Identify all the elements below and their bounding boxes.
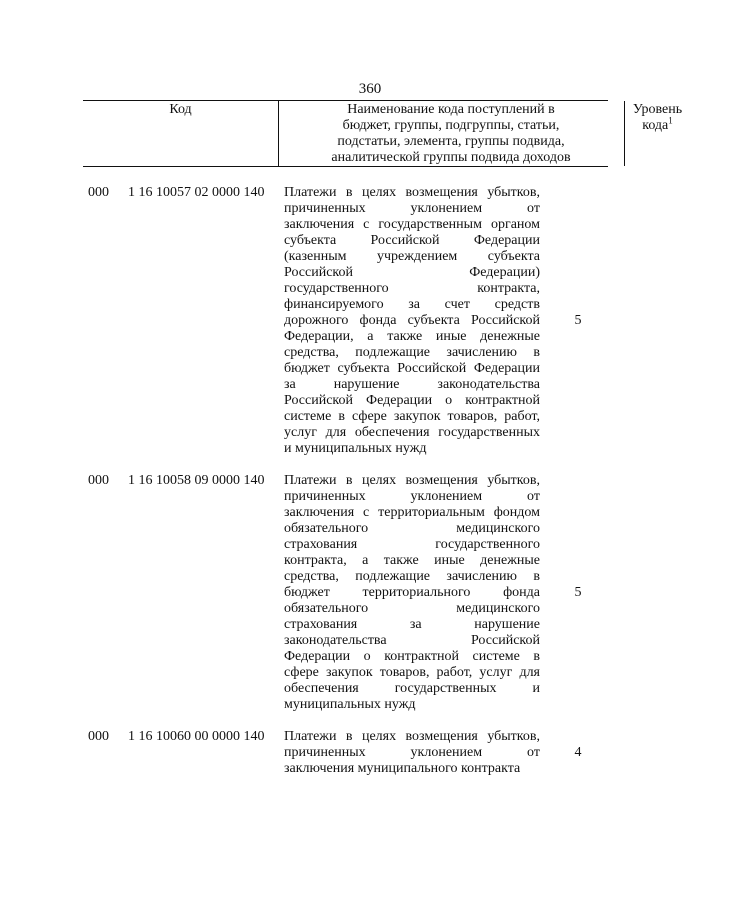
description-line: причиненных уклонением от (284, 201, 540, 216)
description-line: дорожного фонда субъекта Российской (284, 313, 540, 328)
description-line: заключения с государственным органом (284, 217, 540, 232)
description-line: средства, подлежащие зачислению в (284, 345, 540, 360)
description-line: услуг для обеспечения государственных (284, 425, 540, 440)
row-prefix: 000 (88, 185, 109, 200)
header-level-label-line2: кода (642, 118, 669, 133)
description-line: заключения муниципального контракта (284, 761, 521, 776)
description-line: Платежи в целях возмещения убытков, (284, 185, 540, 200)
description-line: государственного контракта, (284, 281, 540, 296)
row-description (284, 473, 540, 713)
description-line: обязательного медицинского (284, 521, 540, 536)
row-code: 1 16 10058 09 0000 140 (128, 473, 265, 488)
header-level-cell (624, 101, 691, 166)
header-level-label: Уровень (632, 102, 683, 117)
table-header (83, 100, 683, 167)
description-line: обязательного медицинского (284, 601, 540, 616)
page-number: 360 (358, 81, 382, 97)
description-line: и муниципальных нужд (284, 441, 427, 456)
description-line: субъекта Российской Федерации (284, 233, 540, 248)
description-line: бюджет субъекта Российской Федерации (284, 361, 540, 376)
description-line: (казенным учреждением субъекта (284, 249, 540, 264)
description-line: страхования государственного (284, 537, 540, 552)
header-name-line: Наименование кода поступлений в (347, 102, 555, 117)
description-line: системе в сфере закупок товаров, работ, (284, 409, 540, 424)
description-line: обеспечения государственных и (284, 681, 540, 696)
description-line: Платежи в целях возмещения убытков, (284, 729, 540, 744)
row-level: 5 (574, 585, 582, 600)
description-line: сфере закупок товаров, работ, услуг для (284, 665, 540, 680)
description-line: бюджет территориального фонда (284, 585, 540, 600)
row-prefix: 000 (88, 729, 109, 744)
description-line: заключения с территориальным фондом (284, 505, 540, 520)
description-line: Федерации, а также иные денежные (284, 329, 540, 344)
row-level: 4 (574, 745, 582, 760)
header-code-label: Код (169, 102, 192, 117)
header-name-line: аналитической группы подвида доходов (331, 150, 571, 165)
header-name-line: подстатьи, элемента, группы подвида, (337, 134, 565, 149)
description-line: за нарушение законодательства (284, 377, 540, 392)
header-name-cell (278, 101, 625, 166)
description-line: средства, подлежащие зачислению в (284, 569, 540, 584)
description-line: муниципальных нужд (284, 697, 416, 712)
row-code: 1 16 10060 00 0000 140 (128, 729, 265, 744)
row-description (284, 185, 540, 457)
row-description (284, 729, 540, 777)
row-prefix: 000 (88, 473, 109, 488)
footnote-marker: 1 (668, 115, 673, 126)
description-line: финансируемого за счет средств (284, 297, 540, 312)
description-line: Российской Федерации) (284, 265, 540, 280)
row-level: 5 (574, 313, 582, 328)
description-line: причиненных уклонением от (284, 489, 540, 504)
description-line: Платежи в целях возмещения убытков, (284, 473, 540, 488)
header-code-cell (83, 101, 279, 166)
description-line: Российской Федерации о контрактной (284, 393, 540, 408)
description-line: причиненных уклонением от (284, 745, 540, 760)
description-line: Федерации о контрактной системе в (284, 649, 540, 664)
header-name-line: бюджет, группы, подгруппы, статьи, (342, 118, 560, 133)
description-line: законодательства Российской (284, 633, 540, 648)
description-line: контракта, а также иные денежные (284, 553, 540, 568)
row-code: 1 16 10057 02 0000 140 (128, 185, 265, 200)
description-line: страхования за нарушение (284, 617, 540, 632)
